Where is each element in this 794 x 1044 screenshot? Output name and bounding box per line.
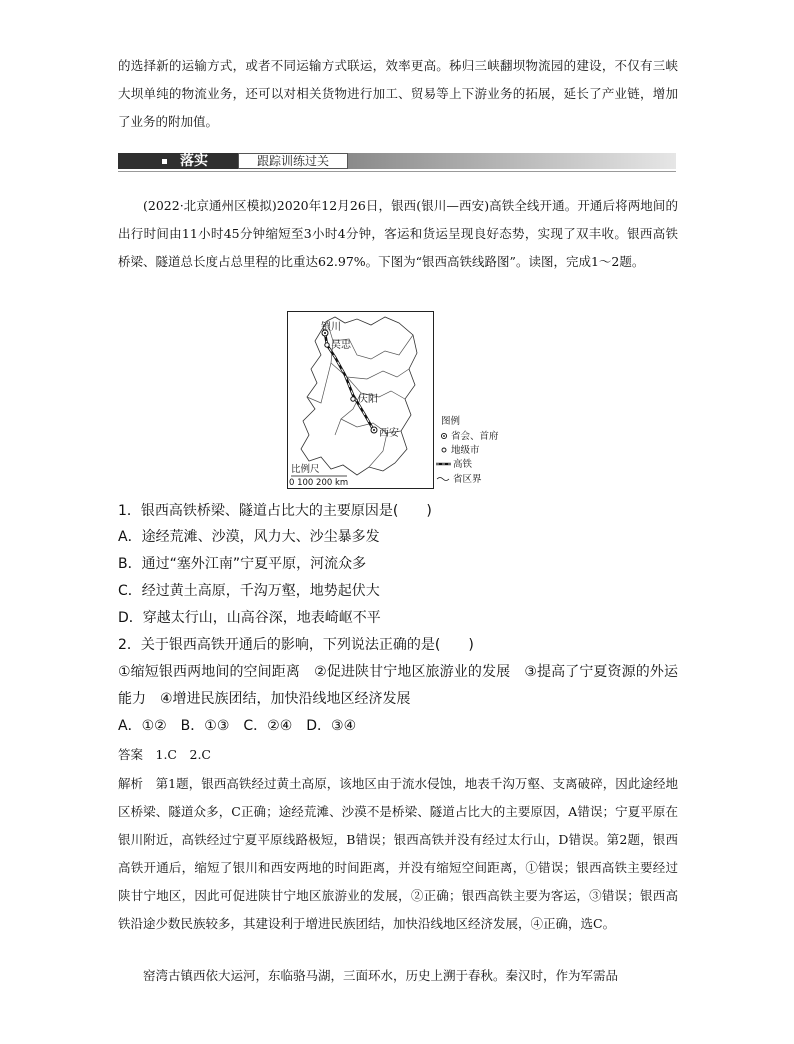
answer-line: 答案 1.C 2.C <box>118 747 211 762</box>
q2-options: A．①② B．①③ C．②④ D．③④ <box>118 718 357 734</box>
city-qingyang: 庆阳 <box>358 394 378 405</box>
qingyang-marker <box>351 397 355 401</box>
railway-map <box>287 311 519 489</box>
legend-boundary-icon <box>437 478 449 481</box>
intro-paragraph: 的选择新的运输方式，或者不同运输方式联运，效率更高。秭归三峡翻坝物流园的建设，不仅有三峡大坝单纯的物流业务，还可以对相关货物进行加工、贸易等上下游业务的拓展，延长了产业链，增加了业务的附加值。 <box>118 58 678 129</box>
q2-stem: 2．关于银西高铁开通后的影响，下列说法正确的是( ) <box>118 637 474 653</box>
legend-capital: 省会、首府 <box>451 431 499 442</box>
q1-option-d: D．穿越太行山，山高谷深，地表崎岖不平 <box>118 610 381 626</box>
banner-title: 落实 <box>180 153 208 169</box>
q1-stem: 1．银西高铁桥梁、隧道占比大的主要原因是( ) <box>118 503 432 519</box>
legend-railway: 高铁 <box>453 459 473 470</box>
q1-option-c: C．经过黄土高原，千沟万壑，地势起伏大 <box>118 583 380 599</box>
banner-tag: 跟踪训练过关 <box>238 153 348 169</box>
q1-option-a: A．途经荒滩、沙漠，风力大、沙尘暴多发 <box>118 529 380 545</box>
q2-items: ①缩短银西两地间的空间距离 ②促进陕甘宁地区旅游业的发展 ③提高了宁夏资源的外运能力 ④增进民族团结，加快沿线地区经济发展 <box>118 664 678 707</box>
legend-city-icon <box>442 448 446 452</box>
analysis-paragraph: 解析 第1题，银西高铁经过黄土高原，该地区由于流水侵蚀，地表千沟万壑、支离破碎，因此途经地区桥梁、隧道众多，C正确；途经荒滩、沙漠不是桥梁、隧道占比大的主要原因，A错误；宁夏平原在银川附近，高铁经过宁夏平原线路极短，B错误；银西高铁并没有经过太行山，D错误。第2题，银西高铁开通后，缩短了银川和西安两地的时间距离，并没有缩短空间距离，①错误；银西高铁主要经过陕甘宁地区，因此可促进陕甘宁地区旅游业的发展，②正确；银西高铁主要为客运，③错误；银西高铁沿途少数民族较多，其建设利于增进民族团结，加快沿线地区经济发展，④正确，选C。 <box>118 776 678 931</box>
context-paragraph: (2022·北京通州区模拟)2020年12月26日，银西(银川—西安)高铁全线开通。开通后将两地间的出行时间由11小时45分钟缩短至3小时4分钟，客运和货运呈现良好态势，实现了双丰收。银西高铁桥梁、隧道总长度占总里程的比重达62.97%。下图为“银西高铁线路图”。读图，完成1～2题。 <box>118 198 678 269</box>
scale-values: 0 100 200 km <box>289 478 349 488</box>
next-paragraph: 窑湾古镇西依大运河，东临骆马湖，三面环水，历史上溯于春秋。秦汉时，作为军需品 <box>143 968 619 983</box>
scale-label: 比例尺 <box>291 464 320 475</box>
section-banner <box>118 150 676 172</box>
wuzhong-marker <box>325 343 329 347</box>
bullet-icon <box>162 159 167 164</box>
city-xian: 西安 <box>379 428 399 439</box>
legend-title: 图例 <box>441 416 461 427</box>
q1-option-b: B．通过“塞外江南”宁夏平原，河流众多 <box>118 556 367 572</box>
city-wuzhong: 吴忠 <box>331 340 351 351</box>
city-yinchuan: 银川 <box>321 322 341 333</box>
legend-boundary: 省区界 <box>453 474 482 485</box>
legend-city: 地级市 <box>451 445 480 456</box>
